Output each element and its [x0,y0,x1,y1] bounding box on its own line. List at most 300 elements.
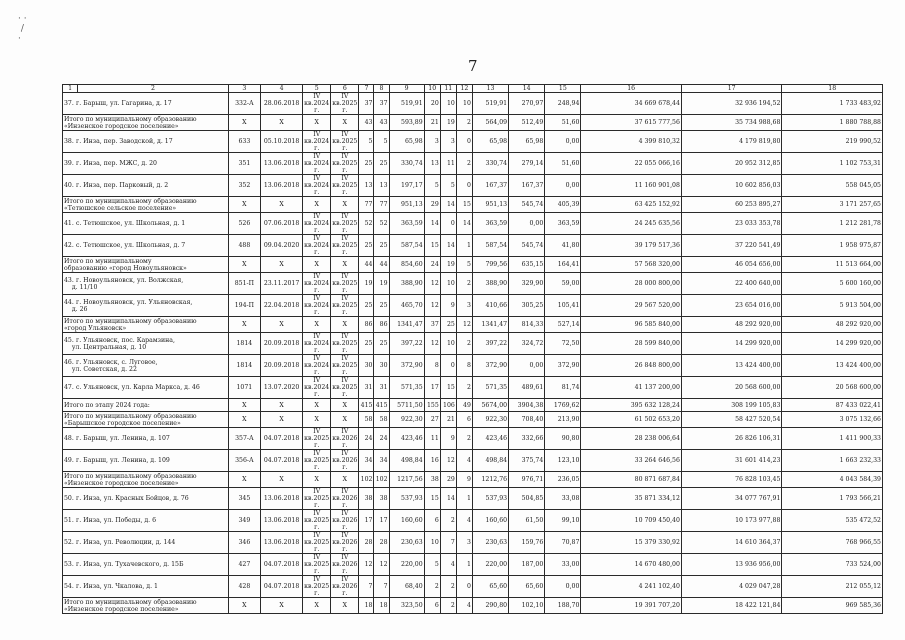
data-cell: 305,25 [509,295,545,317]
data-cell: 15 379 330,92 [581,532,681,554]
data-cell: 14 [424,213,440,235]
header-cell: 15 [545,85,581,93]
data-cell: 72,50 [545,333,581,355]
data-cell: 48 292 920,00 [782,317,883,333]
data-cell: 308 199 105,83 [681,399,781,412]
data-cell: 3904,38 [509,399,545,412]
data-cell: 11 160 901,08 [581,175,681,197]
quarter-line: IV кв. [332,532,349,546]
data-cell: 363,59 [389,213,424,235]
year-line: 2024 г. [313,182,330,196]
data-cell: 922,30 [472,412,508,428]
data-cell: 346 [228,532,260,554]
subtotal-label-line: Итого по муниципальному образованию [64,598,197,606]
data-cell: 18 422 121,84 [681,598,781,614]
data-cell: 20.09.2018 [260,355,302,377]
data-cell: 1 663 232,33 [782,450,883,472]
header-cell: 3 [228,85,260,93]
data-cell: 564,09 [472,115,508,131]
data-cell: 6 [456,412,472,428]
data-cell: 14 610 364,37 [681,532,781,554]
address-cell [63,450,229,472]
year-line: 2025 г. [313,539,330,553]
address-line-wrap [64,182,227,189]
data-cell: 8 [456,355,472,377]
data-cell: 1814 [228,355,260,377]
table-row [63,532,883,554]
address-cell [63,576,229,598]
quarter-line: IV кв. [332,450,349,464]
data-cell: 23 654 016,00 [681,295,781,317]
quarter-line: IV кв. [332,488,349,502]
quarter-line: IV кв. [332,510,349,524]
year-line: 2024 г. [313,242,330,256]
data-cell: 10 709 450,40 [581,510,681,532]
address-cell [63,532,229,554]
address-cell [63,488,229,510]
subtotal-label [63,472,229,488]
data-cell: 13.06.2018 [260,153,302,175]
data-cell: 12 [424,273,440,295]
year-line: 2026 г. [341,561,358,575]
data-cell: 25 [359,153,374,175]
table-row [63,355,883,377]
data-cell: 29 [440,472,456,488]
quarter-line: IV кв. [304,213,321,227]
data-cell: 105,41 [545,295,581,317]
quarter-line: IV кв. [304,450,321,464]
data-cell: 851-П [228,273,260,295]
data-cell: 4 [440,554,456,576]
quarter-line: IV кв. [304,153,321,167]
subtotal-label-line: «Барышское городское поселение» [64,419,181,427]
data-cell: 28 [359,532,374,554]
data-cell: 16 [424,450,440,472]
quarter-line: IV кв. [304,532,321,546]
table-row [63,333,883,355]
data-cell: X [331,472,359,488]
data-cell: 87 433 022,41 [782,399,883,412]
data-cell: 415 [359,399,374,412]
address-line: с. Тетюшское, ул. Школьная, д. 1 [76,220,186,227]
data-cell: 65,98 [389,131,424,153]
data-cell [303,131,331,153]
data-cell: 44 [374,257,389,273]
row-number-label: 52. [64,539,74,546]
data-cell [303,488,331,510]
data-cell: 213,90 [545,412,581,428]
data-cell: 799,56 [472,257,508,273]
data-cell: 76 828 103,45 [681,472,781,488]
data-cell: 164,41 [545,257,581,273]
data-cell: 330,74 [389,153,424,175]
subtotal-label [63,598,229,614]
data-cell: 7 [440,532,456,554]
data-cell [331,488,359,510]
data-cell: 28 599 840,00 [581,333,681,355]
table-body [63,85,883,614]
data-cell: 04.07.2018 [260,576,302,598]
address-cell [63,333,229,355]
data-cell: 77 [359,197,374,213]
data-cell: 332,66 [509,428,545,450]
data-cell: X [228,412,260,428]
data-cell: 1071 [228,377,260,399]
quarter-line: IV кв. [332,235,349,249]
data-cell: 5 [456,257,472,273]
data-cell: 537,93 [472,488,508,510]
data-cell [331,175,359,197]
data-cell: 52 [374,213,389,235]
year-line: 2025 г. [313,435,330,449]
data-cell: 1769,62 [545,399,581,412]
data-cell: 22.04.2018 [260,295,302,317]
data-cell: 351 [228,153,260,175]
data-cell: 68,40 [389,576,424,598]
subtotal-label-line: Итого по муниципальному образованию [64,197,197,205]
data-cell: 10 602 856,03 [681,175,781,197]
data-cell: 25 [374,153,389,175]
address-cell [63,175,229,197]
data-cell: 7 [359,576,374,598]
data-cell: 24 [374,428,389,450]
header-cell: 7 [359,85,374,93]
data-cell: 25 [374,333,389,355]
data-cell: 1 880 788,88 [782,115,883,131]
year-line: 2026 г. [341,495,358,509]
data-cell [331,235,359,257]
data-cell: 167,37 [509,175,545,197]
data-cell: 23 033 353,78 [681,213,781,235]
address-line: г. Инза, пер. Парковый, д. 2 [76,182,169,189]
data-cell: 279,14 [509,153,545,175]
year-line: 2025 г. [313,457,330,471]
data-cell: 2 [456,333,472,355]
data-cell: X [260,399,302,412]
address-line-wrap [64,517,227,524]
data-cell: 558 045,05 [782,175,883,197]
data-cell: 388,90 [389,273,424,295]
data-cell: 52 [359,213,374,235]
data-cell: 34 669 678,44 [581,93,681,115]
subtotal-label [63,197,229,213]
address-line-wrap [64,299,227,306]
table-row [63,273,883,295]
data-cell: 230,63 [389,532,424,554]
data-cell: 65,98 [472,131,508,153]
data-cell: 2 [440,576,456,598]
data-cell: 545,74 [509,235,545,257]
data-cell: 19 [440,257,456,273]
data-cell: 0 [440,355,456,377]
data-cell [303,333,331,355]
data-cell: 65,60 [509,576,545,598]
subtotal-label-line: Итого по муниципальному [64,257,152,265]
data-cell: 14 670 480,00 [581,554,681,576]
data-cell: 43 [359,115,374,131]
data-cell: 587,54 [389,235,424,257]
subtotal-label-line: Итого по этапу 2024 года: [64,401,150,409]
data-cell: 633 [228,131,260,153]
data-cell: 3 171 257,65 [782,197,883,213]
address-cell [63,428,229,450]
header-cell: 5 [303,85,331,93]
row-number-label: 38. [64,138,74,145]
subtotal-label-line: «Инзенское городское поселение» [64,479,179,487]
address-line: г. Инза, ул. Чкалова, д. 1 [76,583,158,590]
data-cell: 372,90 [545,355,581,377]
data-cell: 13 936 956,00 [681,554,781,576]
header-cell: 18 [782,85,883,93]
table-row [63,295,883,317]
data-cell: 61,50 [509,510,545,532]
quarter-line: IV кв. [304,428,321,442]
data-cell: 4 [456,450,472,472]
data-cell: X [303,115,331,131]
address-cell [63,355,229,377]
data-cell: 13 [424,153,440,175]
table-row [63,153,883,175]
data-cell: 25 [440,317,456,333]
data-cell [331,532,359,554]
data-cell: 17 [424,377,440,399]
data-cell: 423,46 [472,428,508,450]
data-cell: 427 [228,554,260,576]
data-cell: 2 [424,576,440,598]
data-cell: 13 424 400,00 [782,355,883,377]
data-cell: 9 [456,472,472,488]
data-cell: 4 179 819,80 [681,131,781,153]
table-row [63,235,883,257]
address-line-wrap [64,435,227,442]
address-cell [63,131,229,153]
data-cell: 167,37 [472,175,508,197]
data-cell: 423,46 [389,428,424,450]
data-cell: 4 029 047,28 [681,576,781,598]
address-line-wrap [64,583,227,590]
subtotal-label-line: «Инзенское городское поселение» [64,605,179,613]
data-cell: 1 793 566,21 [782,488,883,510]
data-cell: 65,98 [509,131,545,153]
data-cell: 51,60 [545,115,581,131]
data-cell: 2 [456,153,472,175]
address-line: г. Инза, ул. Красных Бойцов, д. 76 [76,495,189,502]
data-cell: 3 [456,532,472,554]
data-cell: 345 [228,488,260,510]
data-cell: 26 826 106,31 [681,428,781,450]
data-cell: 13.06.2018 [260,532,302,554]
data-cell: 15 [424,235,440,257]
data-cell [303,235,331,257]
data-cell: 58 427 520,54 [681,412,781,428]
data-cell: 388,90 [472,273,508,295]
data-cell: 04.07.2018 [260,450,302,472]
data-cell: 12 [456,317,472,333]
data-cell: 58 [374,412,389,428]
data-cell: 25 [374,235,389,257]
header-cell: 8 [374,85,389,93]
data-cell: 160,60 [472,510,508,532]
data-cell: 10 [440,333,456,355]
table-row [63,131,883,153]
data-cell: 1 [456,235,472,257]
address-line-wrap [64,384,227,391]
data-cell [303,213,331,235]
data-cell: 65,60 [472,576,508,598]
data-cell: 37 [424,317,440,333]
year-line: 2025 г. [341,362,358,376]
data-cell: 922,30 [389,412,424,428]
data-cell: 397,22 [472,333,508,355]
year-line: 2025 г. [341,138,358,152]
year-line: 2025 г. [341,280,358,294]
data-cell [331,153,359,175]
data-cell [303,175,331,197]
data-cell: 14 [440,488,456,510]
address-line-wrap [64,359,227,366]
data-cell [331,355,359,377]
address-cell [63,235,229,257]
address-line-wrap [64,457,227,464]
data-cell [331,131,359,153]
quarter-line: IV кв. [332,428,349,442]
quarter-line: IV кв. [332,93,349,107]
subtotal-row [63,598,883,614]
row-number-label: 44. [64,298,74,306]
data-cell: 33 264 646,56 [581,450,681,472]
data-cell: 0,00 [545,576,581,598]
row-number-label: 43. [64,276,74,284]
data-cell: 29 567 520,00 [581,295,681,317]
row-number-label: 37. [64,100,74,107]
header-row [63,85,883,93]
data-cell: 1 411 900,33 [782,428,883,450]
data-cell: 4 241 102,40 [581,576,681,598]
subtotal-label [63,399,229,412]
data-cell: 11 513 664,00 [782,257,883,273]
address-line: г. Барыш, ул. Ленина, д. 107 [76,435,170,442]
data-cell: 519,91 [472,93,508,115]
data-cell: 25 [374,295,389,317]
data-cell: 18 [374,598,389,614]
data-cell: 60 253 895,27 [681,197,781,213]
data-cell [331,333,359,355]
address-line: г. Инза, ул. Революции, д. 144 [76,539,176,546]
data-cell: 41,80 [545,235,581,257]
data-cell: 31 601 414,23 [681,450,781,472]
header-cell: 12 [456,85,472,93]
header-cell: 4 [260,85,302,93]
data-cell: 375,74 [509,450,545,472]
data-cell [303,93,331,115]
data-cell: 12 [424,295,440,317]
data-cell: 20.09.2018 [260,333,302,355]
data-cell [303,450,331,472]
data-cell: 410,66 [472,295,508,317]
header-cell: 1 [63,85,78,93]
subtotal-label-line: «Инзенское городское поселение» [64,122,179,130]
address-line: д. 26 [64,305,88,313]
subtotal-label-line: образованию «город Новоульяновск» [64,264,187,272]
data-cell: 545,74 [509,197,545,213]
data-cell: 34 [374,450,389,472]
data-cell: 976,71 [509,472,545,488]
data-cell: 20 568 600,00 [782,377,883,399]
data-cell: 498,84 [389,450,424,472]
row-number-label: 48. [64,435,74,442]
data-cell: 498,84 [472,450,508,472]
data-cell [331,450,359,472]
year-line: 2025 г. [341,242,358,256]
address-line-wrap [64,561,227,568]
address-line-wrap [64,242,227,249]
header-cell: 2 [78,85,229,93]
data-cell: 5 [424,554,440,576]
data-cell: 9 [440,428,456,450]
data-cell: 24 [359,428,374,450]
quarter-line: IV кв. [332,273,349,287]
data-cell: X [228,115,260,131]
data-cell: 48 292 920,00 [681,317,781,333]
data-cell: 33,00 [545,554,581,576]
table-row [63,576,883,598]
data-cell: 19 [374,273,389,295]
data-cell [331,213,359,235]
header-cell: 11 [440,85,456,93]
header-cell: 17 [681,85,781,93]
subtotal-row [63,399,883,412]
data-cell [303,532,331,554]
address-cell [63,153,229,175]
data-cell: 34 [359,450,374,472]
data-cell: 512,49 [509,115,545,131]
data-cell: 57 568 320,00 [581,257,681,273]
data-cell [331,295,359,317]
data-cell: 38 [374,488,389,510]
subtotal-label-line: «город Ульяновск» [64,324,127,332]
data-cell [331,273,359,295]
year-line: 2024 г. [313,100,330,114]
data-cell: 22 055 066,16 [581,153,681,175]
data-cell: 159,76 [509,532,545,554]
quarter-line: IV кв. [304,93,321,107]
quarter-line: IV кв. [304,510,321,524]
year-line: 2025 г. [341,100,358,114]
year-line: 2025 г. [341,302,358,316]
data-cell: 3 [424,131,440,153]
data-cell: 46 054 656,00 [681,257,781,273]
data-cell: 44 [359,257,374,273]
year-line: 2024 г. [313,302,330,316]
address-line: г. Барыш, ул. Ленина, д. 109 [76,457,170,464]
data-cell: 3 075 132,66 [782,412,883,428]
data-cell: 14 299 920,00 [782,333,883,355]
data-cell: 187,00 [509,554,545,576]
data-cell: 25 [359,333,374,355]
data-cell: 593,89 [389,115,424,131]
data-cell: 49 [456,399,472,412]
year-line: 2024 г. [313,220,330,234]
table-row [63,213,883,235]
data-cell: 13.07.2020 [260,377,302,399]
data-cell: 8 [424,355,440,377]
data-cell [331,428,359,450]
subtotal-row [63,257,883,273]
data-cell: 3 [456,295,472,317]
data-cell: 17 [374,510,389,532]
data-cell: 17 [359,510,374,532]
data-cell: 99,10 [545,510,581,532]
